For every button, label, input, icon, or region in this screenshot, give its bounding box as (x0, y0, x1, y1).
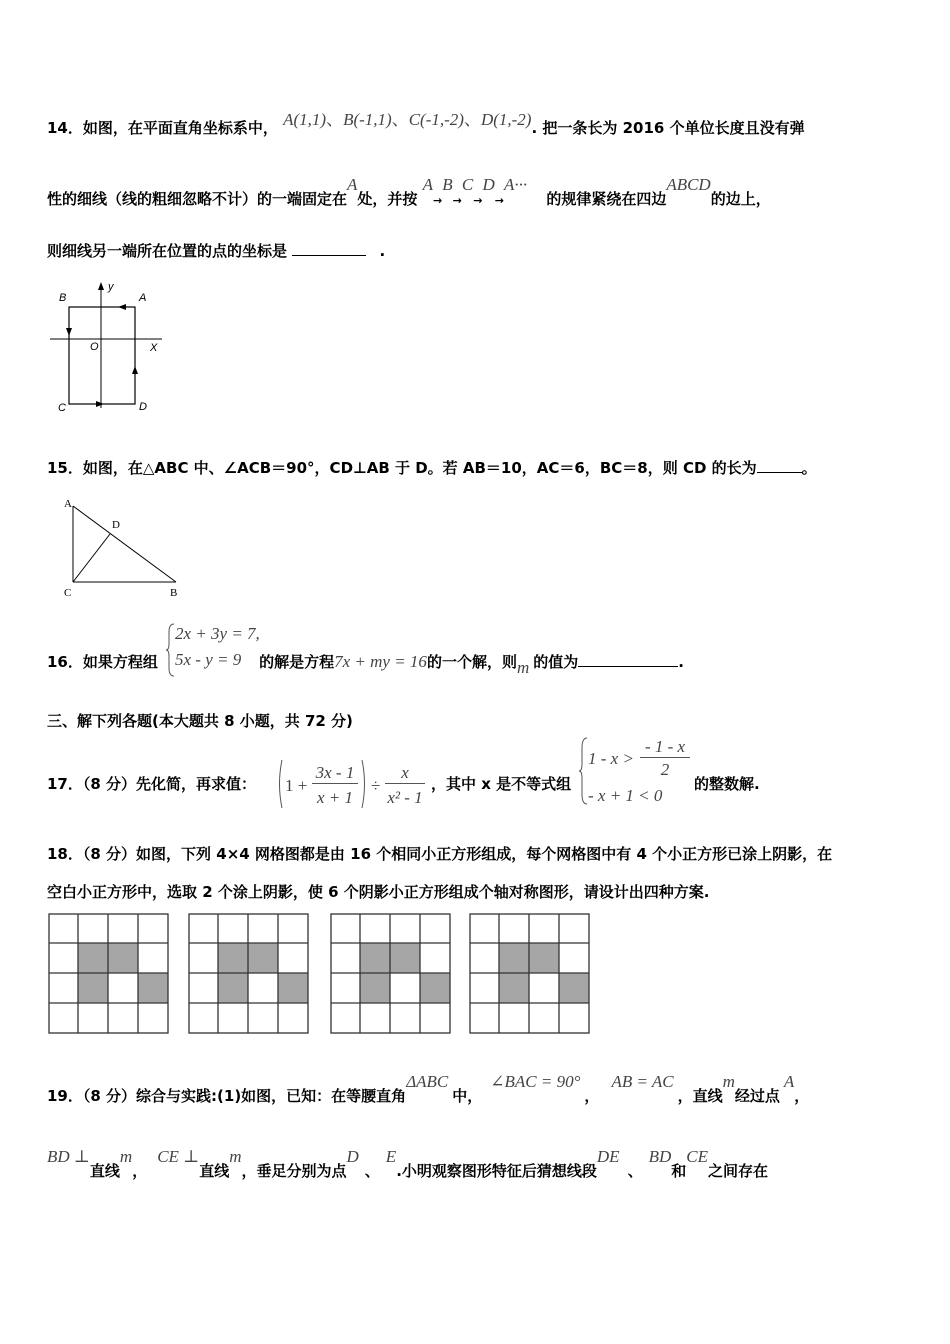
label-a: A (139, 292, 147, 304)
q19-ab-ac: AB = AC (611, 1072, 674, 1091)
q19-text: 和 (671, 1162, 687, 1180)
label-c: C (58, 402, 66, 414)
q19-var-d: D (346, 1147, 359, 1166)
q19-angle: ∠BAC = 90° (490, 1072, 581, 1091)
q14-point-d: D(1,-2) (480, 110, 532, 129)
q19-var-m: m (119, 1147, 133, 1166)
q19-text: 、 (627, 1162, 643, 1180)
q17-ineq1-left: 1 - x > (588, 749, 634, 768)
q19-text: 直线 (89, 1162, 120, 1180)
q19-line1 (47, 1072, 810, 1106)
shaded-cell (218, 973, 248, 1003)
q16-eq1: 2x + 3y = 7, (175, 624, 260, 643)
q19-var-a: A (783, 1072, 795, 1091)
q16-var-m: m (516, 658, 530, 677)
label-o: O (90, 341, 99, 353)
q19-ce-perp: CE ⊥ (157, 1147, 200, 1166)
q14-after-points: . 把一条长为 2016 个单位长度且没有弹 (531, 119, 805, 137)
q14-line3 (47, 240, 385, 261)
arrow-right-icon: → (433, 194, 443, 207)
q19-text: .小明观察图形特征后猜想线段 (396, 1162, 597, 1180)
q16-eq2: 5x - y = 9 (175, 650, 242, 669)
q19-text: 、 (364, 1162, 380, 1180)
q14-var-a: A (347, 175, 358, 194)
q14-sep: 、 (463, 110, 481, 129)
q14-text: 性的细线（线的粗细忽略不计）的一端固定在 (47, 190, 348, 208)
answer-blank[interactable] (578, 652, 678, 667)
q14-sep: 、 (391, 110, 409, 129)
q17-paren-right (360, 758, 368, 810)
q14-text: 处，并按 (357, 190, 418, 208)
q19-var-m: m (229, 1147, 242, 1166)
rectangle-abcd (69, 307, 135, 404)
q17-denominator2: x² - 1 (387, 788, 423, 807)
q17-end-line (694, 773, 760, 794)
q18-line1 (47, 843, 832, 864)
q16-text: 的值为 (533, 653, 579, 671)
shaded-cell (499, 973, 529, 1003)
shaded-cell (248, 943, 278, 973)
q18-text: 空白小正方形中，选取 2 个涂上阴影，使 6 个阴影小正方形组成个轴对称图形，请设计出四种方案. (47, 883, 710, 901)
arrow-down-icon (66, 328, 72, 336)
shaded-cell (278, 973, 308, 1003)
label-b: B (170, 587, 178, 599)
shaded-cell (420, 973, 450, 1003)
y-axis-arrow-icon (98, 282, 104, 290)
arrow-right-icon (96, 401, 104, 407)
shaded-cell (78, 973, 108, 1003)
label-x: X (150, 342, 158, 354)
q14-quad: ABCD (666, 175, 711, 194)
arrow-right-icon: → (494, 194, 504, 207)
q16-line (47, 651, 684, 677)
q14-intro: 如图，在平面直角坐标系中， (82, 119, 278, 137)
q19-seg-ce: CE (686, 1147, 708, 1166)
q17-ineq2: - x + 1 < 0 (588, 786, 663, 805)
q19-text: ， (584, 1087, 600, 1105)
label-a: A (64, 498, 72, 510)
q19-line2 (47, 1147, 769, 1181)
label-d: D (139, 401, 147, 413)
shaded-cell (78, 943, 108, 973)
q14-point-a: A(1,1) (283, 110, 327, 129)
q17-one: 1 + (285, 776, 308, 795)
grid-1 (48, 913, 170, 1035)
q14-number: 14． (47, 119, 83, 137)
q15-figure (58, 496, 188, 602)
q19-text: ，垂足分别为点 (241, 1162, 347, 1180)
q17-line (47, 773, 256, 794)
q19-bd-perp: BD ⊥ (47, 1147, 90, 1166)
grid-4 (469, 913, 591, 1035)
q19-text: 直线 (199, 1162, 230, 1180)
q15-line (47, 457, 817, 478)
q17-ineq1-denominator: 2 (660, 760, 670, 779)
q15-end: 。 (801, 459, 817, 477)
q19-text: 经过点 (734, 1087, 780, 1105)
q17-mid (431, 773, 571, 794)
q19-text: 中， (452, 1087, 483, 1105)
q14-text: 的规律紧绕在四边 (546, 190, 667, 208)
q19-text: 之间存在 (708, 1162, 769, 1180)
q14-text: 的边上， (710, 190, 771, 208)
arrow-up-icon (132, 366, 138, 374)
q14-line2 (47, 175, 771, 209)
shaded-cell (529, 943, 559, 973)
shaded-cell (390, 943, 420, 973)
label-b: B (59, 292, 67, 304)
q18-text: 18．（8 分）如图，下列 4×4 网格图都是由 16 个相同小正方形组成，每个网格图中有 4 个小正方形已涂上阴影，在 (47, 845, 833, 863)
label-y: y (108, 281, 114, 293)
shaded-cell (360, 943, 390, 973)
q16-eq3: 7x + my = 16 (334, 652, 427, 671)
q14-line1 (47, 110, 805, 138)
q16-text: 的解是方程 (259, 653, 335, 671)
q17-divide: ÷ (371, 776, 381, 795)
q16-text: 16．如果方程组 (47, 653, 158, 671)
q19-seg-bd: BD (648, 1147, 672, 1166)
answer-blank[interactable] (292, 241, 366, 256)
shaded-cell (499, 943, 529, 973)
segment-cd (73, 534, 110, 582)
q19-seg-de: DE (596, 1147, 620, 1166)
q19-text: ，直线 (677, 1087, 723, 1105)
shaded-cell (108, 943, 138, 973)
seq-b: B (442, 175, 453, 194)
q18-line2 (47, 881, 709, 902)
q19-triangle: ΔABC (406, 1072, 449, 1091)
q17-text: 的整数解. (694, 775, 760, 793)
arrow-left-icon (118, 304, 126, 310)
seq-a-dots: A··· (503, 175, 528, 194)
q17-numerator2: x (385, 763, 425, 784)
q14-sep: 、 (326, 110, 344, 129)
q14-point-c: C(-1,-2) (408, 110, 464, 129)
q19-text: 19．（8 分）综合与实践:(1)如图，已知：在等腰直角 (47, 1087, 407, 1105)
q14-text: 则细线另一端所在位置的点的坐标是 (47, 242, 288, 260)
arrow-right-icon: → (473, 194, 483, 207)
q17-numerator: 3x - 1 (312, 763, 358, 784)
q14-point-b: B(-1,1) (343, 110, 392, 129)
q14-figure (46, 280, 176, 415)
arrow-right-icon: → (452, 194, 462, 207)
q17-text: 17．（8 分）先化简，再求值： (47, 775, 257, 793)
shaded-cell (218, 943, 248, 973)
shaded-cell (138, 973, 168, 1003)
q17-text: ，其中 x 是不等式组 (431, 775, 572, 793)
label-c: C (64, 587, 72, 599)
seq-c: C (461, 175, 474, 194)
seq-a: A (422, 175, 434, 194)
q19-text: ， (132, 1162, 148, 1180)
q19-text: ， (794, 1087, 810, 1105)
q14-end: . (379, 242, 386, 260)
section-3-title: 三、解下列各题(本大题共 8 小题，共 72 分) (47, 712, 353, 730)
q17-denominator: x + 1 (316, 788, 354, 807)
q19-var-m: m (722, 1072, 735, 1091)
answer-blank[interactable] (757, 458, 802, 473)
q19-var-e: E (385, 1147, 397, 1166)
label-d: D (112, 519, 120, 531)
shaded-cell (559, 973, 589, 1003)
q17-paren-left (276, 758, 284, 810)
q16-text: 的一个解，则 (426, 653, 517, 671)
section-3-heading (47, 710, 353, 731)
shaded-cell (360, 973, 390, 1003)
q17-ineq1-numerator: - 1 - x (640, 737, 690, 758)
grid-2 (188, 913, 310, 1035)
q15-text: 15．如图，在△ABC 中、∠ACB＝90°，CD⊥AB 于 D。若 AB＝10，AC＝6，BC＝8，则 CD 的长为 (47, 459, 757, 477)
side-ab (73, 506, 176, 582)
q16-end: . (678, 653, 684, 671)
grid-3 (330, 913, 452, 1035)
seq-d: D (482, 175, 495, 194)
